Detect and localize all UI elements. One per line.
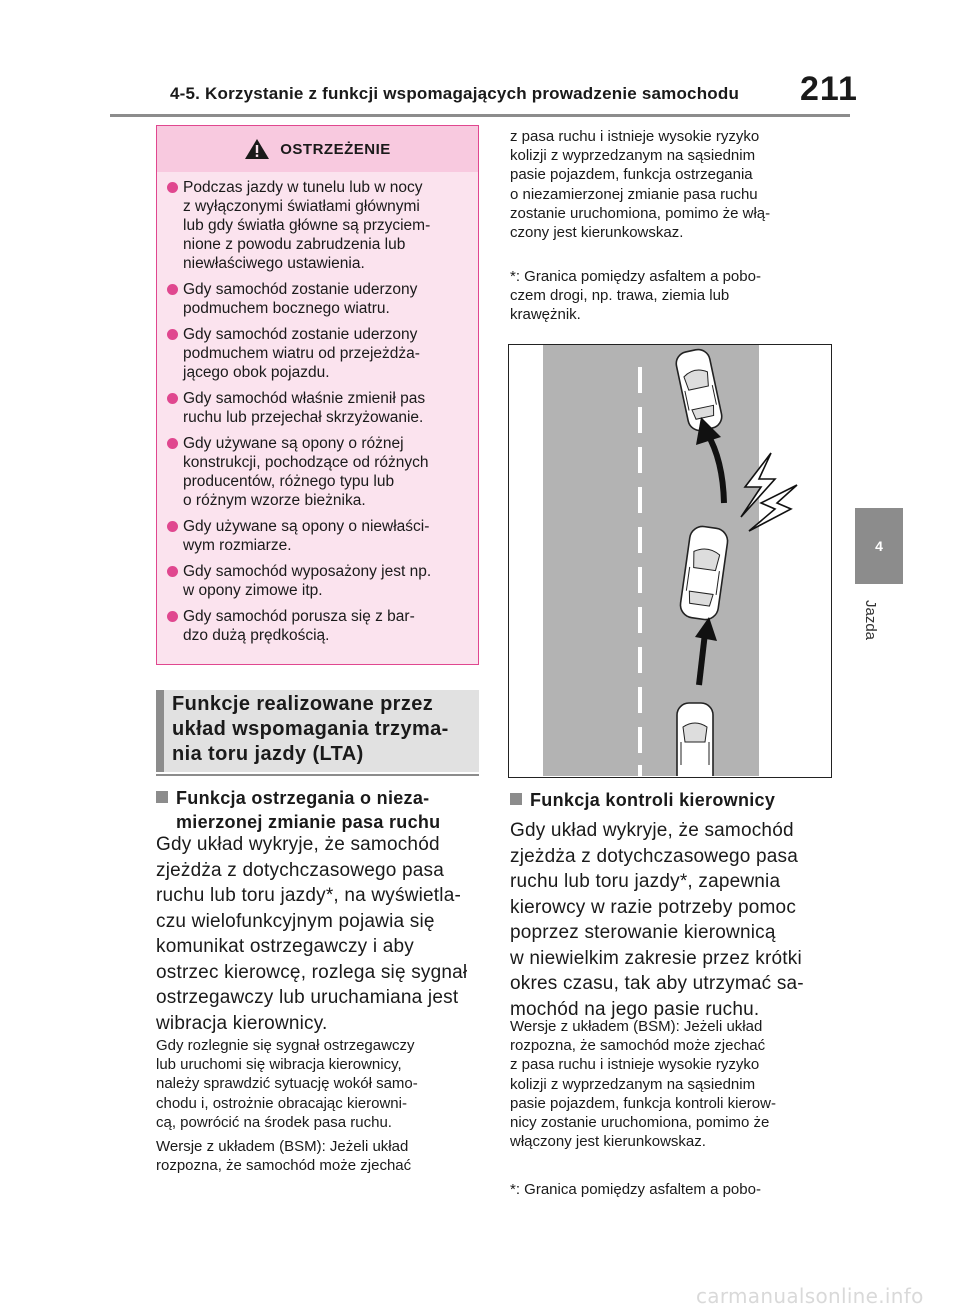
warning-item: Gdy samochód właśnie zmienił pas ruchu lub przejechał skrzyżowanie. <box>167 389 468 427</box>
warning-item: Podczas jazdy w tunelu lub w nocy z wyłączonymi światłami głównymi lub gdy światła główne są przyciem- nione z powodu zabrudzenia lub niewłaściwego ustawienia. <box>167 178 468 273</box>
warning-item: Gdy samochód zostanie uderzony podmuchem wiatru od przejeżdża- jącego obok pojazdu. <box>167 325 468 382</box>
section-header <box>156 690 479 772</box>
road-diagram <box>509 345 830 776</box>
header-rule <box>110 114 850 117</box>
warning-item: Gdy używane są opony o różnej konstrukcji, pochodzące od różnych producentów, różnego typu lub o różnym wzorze bieżnika. <box>167 434 468 510</box>
subheading-lane-departure: Funkcja ostrzegania o nieza- mierzonej zmianie pasa ruchu <box>156 786 486 834</box>
lane-departure-illustration <box>508 344 832 778</box>
footnote-road-edge-2: *: Granica pomiędzy asfaltem a pobo- <box>510 1181 761 1198</box>
warning-header <box>157 126 478 172</box>
body-lane-departure: Gdy układ wykryje, że samochód zjeżdża z dotychczasowego pasa ruchu lub toru jazdy*, na wyświetla- czu wielofunkcyjnym pojawia się komunikat ostrzegawczy i aby ostrzec kierowcę, rozlega się sygnał ostrzegawczy lub uruchamiana jest wibracja kierownicy. <box>156 834 468 1034</box>
warning-triangle-icon <box>244 138 270 160</box>
warning-box <box>156 125 479 665</box>
section-title: Funkcje realizowane przez układ wspomagania trzyma- nia toru jazdy (LTA) <box>172 693 449 765</box>
square-bullet-icon <box>156 791 168 803</box>
text-bsm-continued: z pasa ruchu i istnieje wysokie ryzyko kolizji z wyprzedzanym na sąsiednim pasie pojazdem, funkcja ostrzegania o niezamierzonej zmianie pasa ruchu zostanie uruchomiona, pomimo że włą- czony jest kierunkowskaz. <box>510 128 771 242</box>
note-bsm-left: Wersje z układem (BSM): Jeżeli układ rozpozna, że samochód może zjechać <box>156 1138 412 1175</box>
section-rule <box>156 774 479 776</box>
square-bullet-icon <box>510 793 522 805</box>
warning-item: Gdy samochód porusza się z bar- dzo dużą prędkością. <box>167 607 468 645</box>
page-number: 211 <box>800 70 858 108</box>
note-bsm-right: Wersje z układem (BSM): Jeżeli układ rozpozna, że samochód może zjechać z pasa ruchu i istnieje wysokie ryzyko kolizji z wyprzedzanym na sąsiednim pasie pojazdem, funkcja kontroli kierow- nicy zostanie uruchomiona, pomimo że włączony jest kierunkowskaz. <box>510 1018 776 1151</box>
subheading-steering-control: Funkcja kontroli kierownicy <box>510 788 840 812</box>
warning-item: Gdy używane są opony o niewłaści- wym rozmiarze. <box>167 517 468 555</box>
warning-list <box>157 172 478 645</box>
header-title: 4-5. Korzystanie z funkcji wspomagających prowadzenie samochodu <box>170 84 740 103</box>
car-bottom-icon <box>677 703 713 776</box>
watermark: carmanualsonline.info <box>696 1284 924 1308</box>
footnote-road-edge: *: Granica pomiędzy asfaltem a pobo- czem drogi, np. trawa, ziemia lub krawężnik. <box>510 268 761 324</box>
chapter-label: Jazda <box>862 600 879 641</box>
body-steering-control: Gdy układ wykryje, że samochód zjeżdża z dotychczasowego pasa ruchu lub toru jazdy*, zapewnia kierowcy w razie potrzeby pomoc poprzez sterowanie kierownicą w niewielkim zakresie przez krótki okres czasu, tak aby utrzymać sa- mochód na jego pasie ruchu. <box>510 820 804 1020</box>
chapter-tab: 4 <box>855 508 903 584</box>
warning-title: OSTRZEŻENIE <box>280 140 391 158</box>
warning-item: Gdy samochód wyposażony jest np. w opony zimowe itp. <box>167 562 468 600</box>
note-lane-departure: Gdy rozlegnie się sygnał ostrzegawczy lub uruchomi się wibracja kierownicy, należy sprawdzić sytuację wokół samo- chodu i, ostrożnie obracając kierowni- cą, powrócić na środek pasa ruchu. <box>156 1037 418 1131</box>
warning-item: Gdy samochód zostanie uderzony podmuchem bocznego wiatru. <box>167 280 468 318</box>
